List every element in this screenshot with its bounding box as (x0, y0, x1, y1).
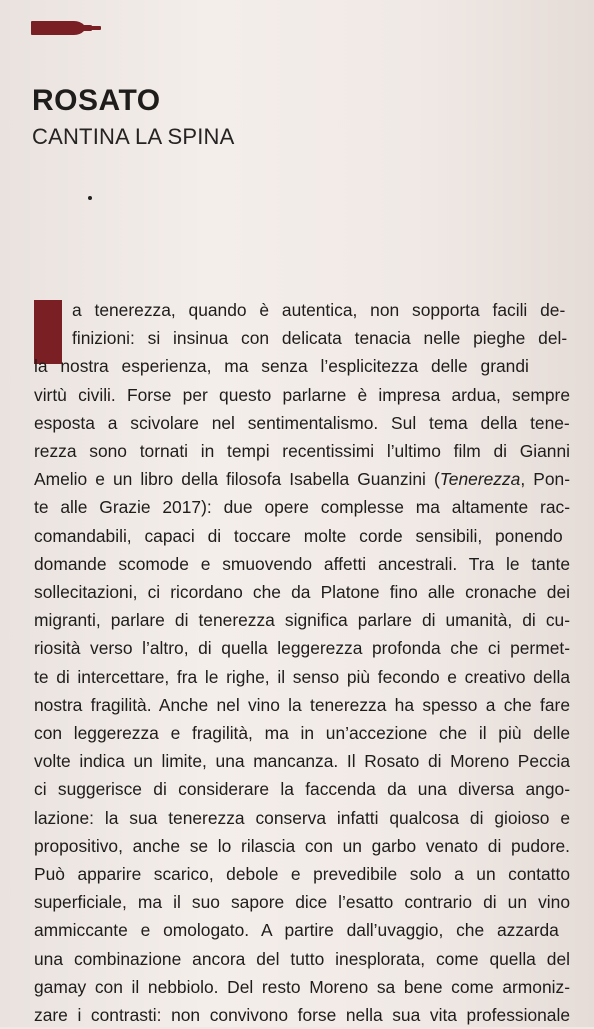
wine-bottle-icon (30, 18, 102, 38)
article-line: volte indica un limite, una mancanza. Il Rosato di Moreno Peccia (34, 751, 570, 772)
article-line: comandabili, capaci di toccare molte corde sensibili, ponendo (34, 525, 563, 546)
wine-title: ROSATO (32, 84, 161, 117)
article-line: una combinazione ancora del tutto inesplorata, come quella del (34, 948, 570, 969)
article-line: rezza sono tornati in tempi recentissimi l’ultimo film di Gianni (34, 441, 570, 462)
article-line: ci suggerisce di considerare la faccenda da una diversa ango- (34, 779, 570, 800)
article-line: sollecitazioni, ci ricordano che da Platone fino alle cronache dei (34, 582, 570, 603)
decorative-dot (88, 196, 92, 200)
article-line: te alle Grazie 2017): due opere complesse ma altamente rac- (34, 497, 570, 518)
article-line: virtù civili. Forse per questo parlarne è impresa ardua, sempre (34, 384, 570, 405)
article-line: con leggerezza e fragilità, ma in un’accezione che il più delle (34, 723, 570, 744)
article-line: te di intercettare, fra le righe, il senso più fecondo e creativo della (34, 666, 570, 687)
article-line: Può apparire scarico, debole e prevedibile solo a un contatto (34, 864, 570, 885)
article-line: nostra fragilità. Anche nel vino la tenerezza ha spesso a che fare (34, 694, 570, 715)
article-line: riosità verso l’altro, di quella leggerezza profonda che ci permet- (34, 638, 570, 659)
article-line: superficiale, ma il suo sapore dice l’esatto contrario di un vino (34, 892, 570, 913)
article-line: esposta a scivolare nel sentimentalismo. Sul tema della tene- (34, 412, 570, 433)
article-line: propositivo, anche se lo rilascia con un garbo venato di pudore. (34, 835, 570, 856)
article-line: lazione: la sua tenerezza conserva infatti qualcosa di gioioso e (34, 807, 570, 828)
article-line: finizioni: si insinua con delicata tenacia nelle pieghe del- (72, 328, 568, 349)
article-line: domande scomode e smuovendo affetti ancestrali. Tra le tante (34, 553, 570, 574)
article-line: zare i contrasti: non convivono forse nella sua vita professionale (34, 1005, 570, 1026)
article-body (34, 296, 570, 1029)
article-line: ammiccante e omologato. A partire dall’uvaggio, che azzarda (34, 920, 559, 941)
article-line: gamay con il nebbiolo. Del resto Moreno sa bene come armoniz- (34, 976, 570, 997)
winery-name: CANTINA LA SPINA (32, 124, 235, 149)
article-line: a tenerezza, quando è autentica, non sopporta facili de- (72, 300, 566, 320)
article-line: la nostra esperienza, ma senza l’esplicitezza delle grandi (34, 356, 529, 377)
article-line: Amelio e un libro della filosofa Isabella Guanzini (Tenerezza, Pon- (34, 469, 570, 490)
article-line: migranti, parlare di tenerezza significa parlare di umanità, di cu- (34, 610, 570, 631)
